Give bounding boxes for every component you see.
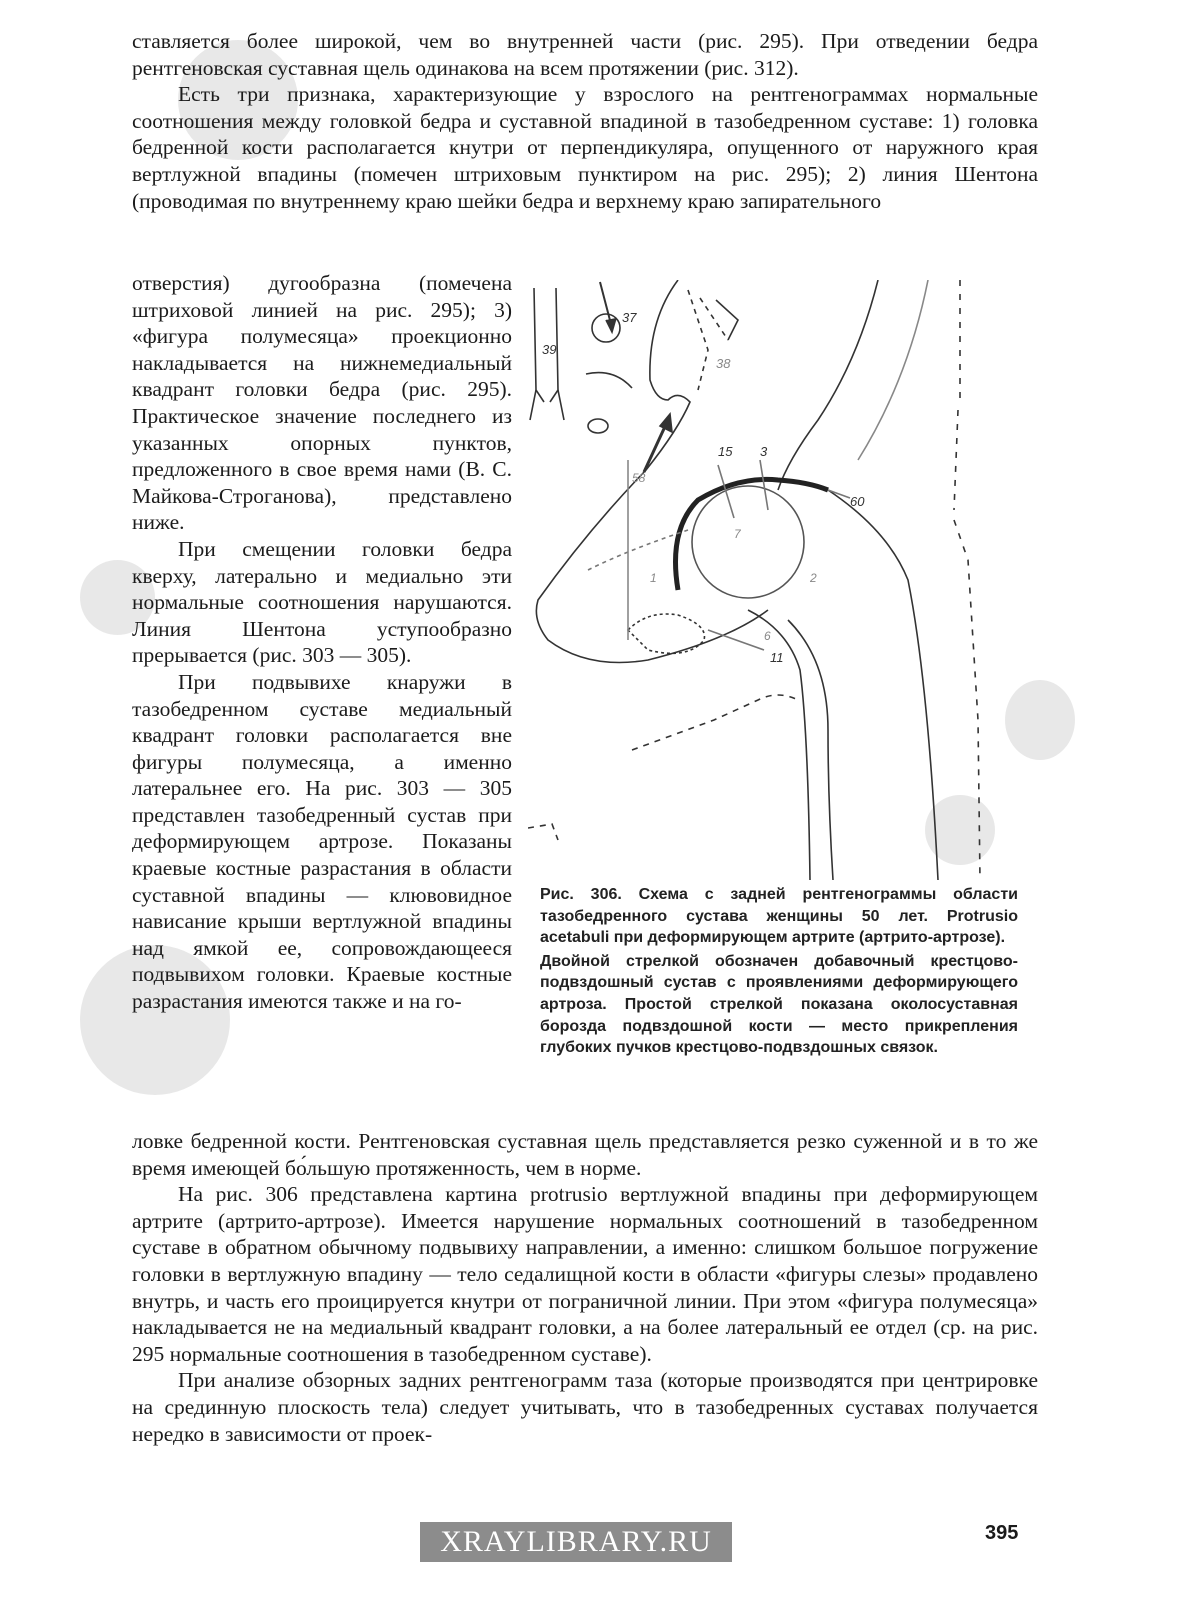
faint-contour [858, 280, 928, 460]
paragraph: Есть три признака, характеризующие у взрослого на рентгенограммах нормальные соотношения между головкой бедра и суставной впадиной в тазобедренном суставе: 1) головка бедренной кости располагается кнутри от перпендикуляра, опущенного от наружного края вертлужной впадины (помечен штриховым пунктиром на рис. 295); 2) линия Шентона (проводимая по внутреннему краю шейки бедра и верхнему краю запирательного [132, 82, 1038, 213]
label-37: 37 [622, 310, 637, 325]
acetabulum-roof [676, 479, 829, 590]
ilium-lateral-edge [778, 280, 878, 490]
hip-joint-diagram [528, 280, 1028, 880]
dashed-pubic-line [588, 530, 688, 570]
small-line [716, 300, 738, 340]
arc-shape [586, 373, 632, 388]
double-arrow-head [606, 318, 616, 332]
label-3: 3 [760, 444, 768, 459]
paragraph: отверстия) дугообразна (помечена штриховой линией на рис. 295); 3) «фигура полумесяца» проекционно накладывается на нижнемедиальный квадрант головки бедра (рис. 295). Практическое значение последнего из указанных опорных пунктов, предложенного в свое время нами (В. С. Майкова-Строганова), представлено ниже. [132, 271, 512, 535]
label-1: 1 [650, 571, 657, 585]
paragraph: ловке бедренной кости. Рентгеновская суставная щель представляется резко суженной и в то же время имеющей бо́льшую протяженность, чем в норме. [132, 1129, 1038, 1180]
figure-caption [540, 884, 1018, 1059]
dashed-outline [528, 695, 798, 840]
leader-line [760, 460, 768, 510]
caption-note: Двойной стрелкой обозначен добавочный крестцово-подвздошный сустав с проявлениями деформирующего артроза. Простой стрелкой показана околосуставная борозда подвздошной кости — место прикрепления глубоких пучков крестцово-подвздошных связок. [540, 952, 1018, 1057]
label-60: 60 [850, 494, 865, 509]
leader-line [708, 630, 764, 650]
ilium-outline [536, 280, 768, 663]
label-2: 2 [810, 571, 817, 585]
label-15: 15 [718, 444, 733, 459]
paragraph: При анализе обзорных задних рентгенограмм таза (которые производятся при центрировке на срединную плоскость тела) следует учитывать, что в тазобедренных суставах получается нередко в зависимости от проек- [132, 1368, 1038, 1446]
small-oval-shape [588, 419, 608, 433]
label-58: 58 [632, 471, 646, 485]
label-7: 7 [734, 527, 741, 541]
paragraph: На рис. 306 представлена картина protrusio вертлужной впадины при деформирующем артрите (артрито-артрозе). Имеется нарушение нормальных соотношений в тазобедренном суставе в обратном обычному подвывиху направлении, а именно: слишком большое погружение головки в вертлужную впадину — тело седалищной кости в области «фигуры слезы» продавлено внутрь, и часть его проицируется кнутри от пограничной линии. При этом «фигура полумесяца» накладывается не на медиальный квадрант головки, а на более латеральный ее отдел (ср. на рис. 295 нормальные соотношения в тазобедренном суставе). [132, 1182, 1038, 1366]
caption-title: Рис. 306. Схема с задней рентгенограммы области тазобедренного сустава женщины 50 лет. Protrusio acetabuli при деформирующем артрите (артрито-артрозе). [540, 886, 1018, 947]
femoral-head-outline [692, 486, 804, 598]
label-38: 38 [716, 356, 731, 371]
simple-arrow-head [660, 414, 672, 432]
page-number: 395 [985, 1522, 1019, 1544]
top-text-block [132, 28, 1038, 214]
femur-lateral-outline [828, 490, 938, 880]
paragraph: ставляется более широкой, чем во внутренней части (рис. 295). При отведении бедра рентгеновская суставная щель одинакова на всем протяжении (рис. 312). [132, 29, 1038, 80]
sacrum-outline [530, 390, 564, 420]
paragraph: При подвывихе кнаружи в тазобедренном суставе медиальный квадрант головки располагается вне фигуры полумесяца, а именно латеральнее его. На рис. 303 — 305 представлен тазобедренный сустав при деформирующем артрозе. Показаны краевые костные разрастания в области суставной впадины — клювовидное нависание крыши вертлужной впадины над ямкой ее, сопровождающееся подвывихом головки. Краевые костные разрастания имеются также и на го- [132, 669, 512, 1014]
watermark-banner: XRAYLIBRARY.RU [420, 1522, 732, 1562]
bottom-text-block [132, 1128, 1038, 1447]
dashed-contour-line [954, 280, 980, 880]
label-11: 11 [770, 650, 784, 665]
leader-line [718, 465, 734, 518]
label-39: 39 [542, 342, 557, 357]
femur-inner-line [788, 620, 833, 880]
left-column-text [132, 270, 512, 1015]
paragraph: При смещении головки бедра кверху, латерально и медиально эти нормальные соотношения нарушаются. Линия Шентона уступообразно прерывается (рис. 303 — 305). [132, 536, 512, 668]
label-6: 6 [764, 629, 771, 643]
